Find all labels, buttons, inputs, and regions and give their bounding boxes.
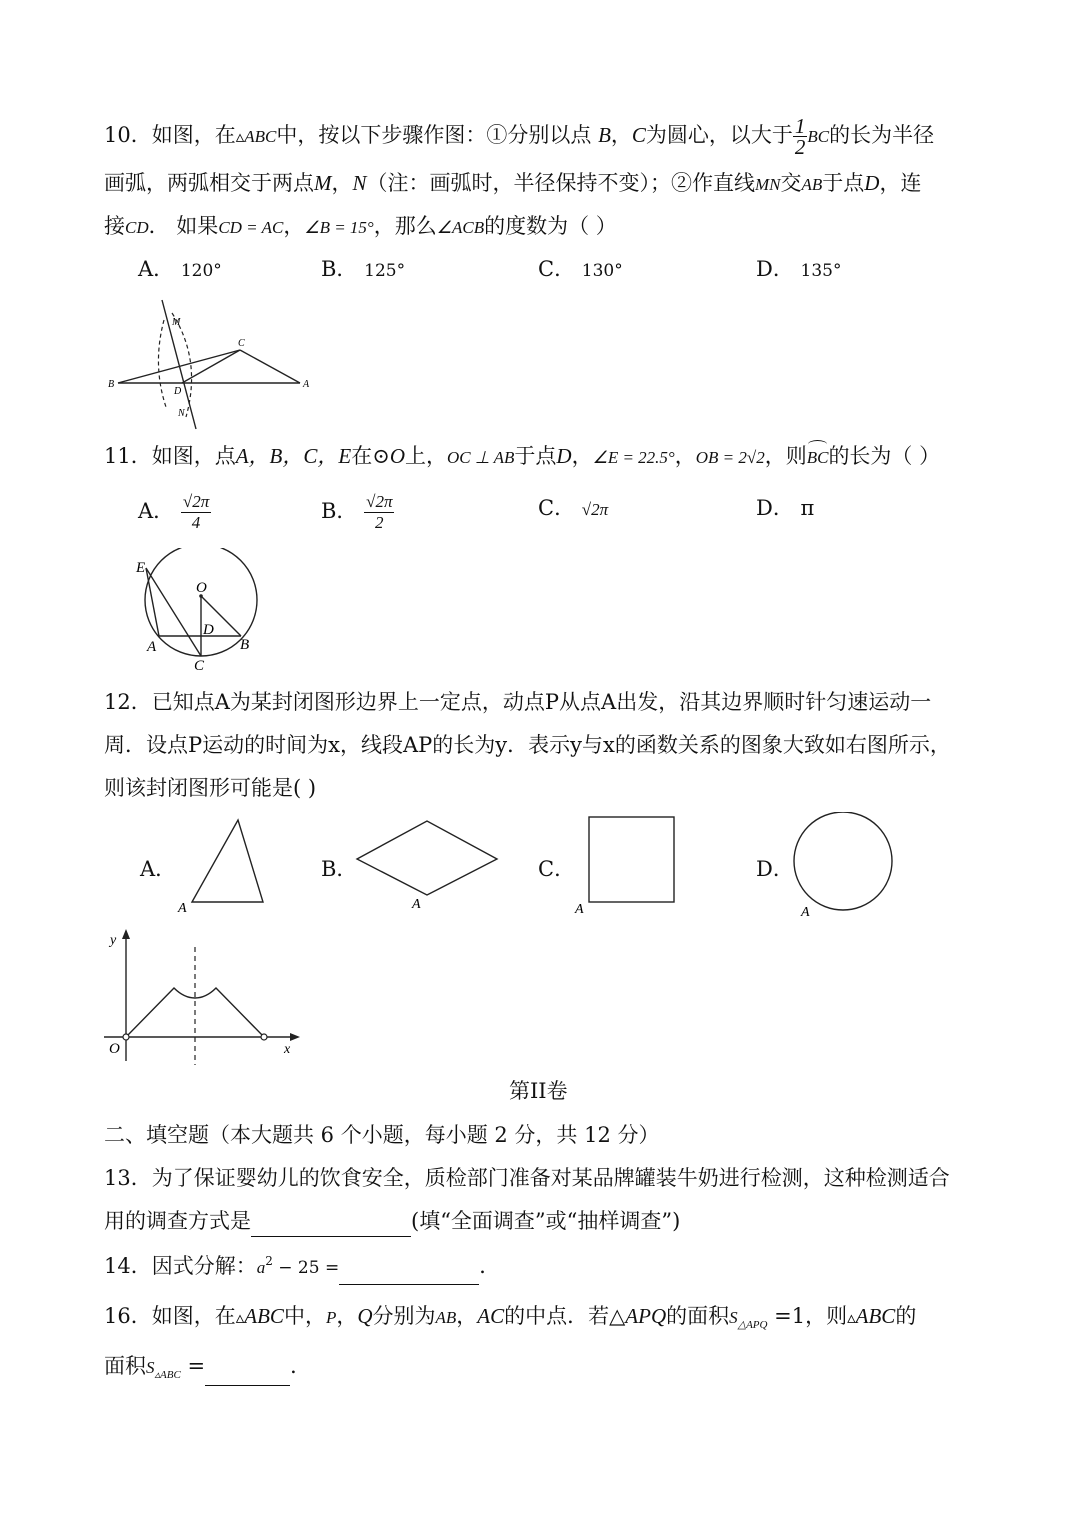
- q12-option-d[interactable]: D．: [756, 857, 794, 881]
- q11-option-d[interactable]: D． π: [756, 496, 815, 520]
- shape-circle: [790, 812, 900, 922]
- q12-function-graph: [100, 925, 310, 1065]
- label-c: C: [238, 338, 245, 349]
- q10-option-d[interactable]: D． 135°: [756, 257, 842, 281]
- q11-option-b[interactable]: B． $\frac{√2\pi}{2}$: [321, 492, 393, 532]
- label-a: A: [303, 379, 310, 390]
- label-y: y: [110, 933, 117, 948]
- arc-left: [158, 320, 166, 407]
- q16-line1: 16．如图，在▵ABC中，P，Q分别为AB，AC的中点．若△APQ的面积$S_{\triangle APQ} =1$，则▵ABC的: [104, 1304, 917, 1331]
- x-axis-arrow: [290, 1033, 300, 1041]
- q12-option-a[interactable]: A．: [140, 857, 177, 881]
- label-x: x: [284, 1042, 291, 1057]
- label-m: M: [172, 317, 181, 328]
- q12-line2: 周．设点P运动的时间为x，线段AP的长为y．表示y与x的函数关系的图象大致如右图所示，: [104, 733, 951, 757]
- label-a: A: [147, 639, 157, 655]
- q12-line1: 12．已知点A为某封闭图形边界上一定点，动点P从点A出发，沿其边界顺时针匀速运动一: [104, 690, 932, 714]
- q11-option-c[interactable]: C． √2π: [538, 496, 609, 520]
- q14-line: 14．因式分解：$a^2 - 25$ = ．: [104, 1250, 500, 1285]
- q10-line3: 接CD． 如果CD = AC，∠B = 15°，那么∠ACB的度数为（ ）: [104, 214, 617, 238]
- q10-option-a[interactable]: A． 120°: [138, 257, 222, 281]
- label-n: N: [178, 408, 185, 419]
- end-point: [261, 1034, 267, 1040]
- label-d: D: [174, 386, 182, 397]
- q10-option-c[interactable]: C． 130°: [538, 257, 623, 281]
- q11-line1: 11．如图，点A，B，C，E在⊙O上，OC ⊥ AB于点D，∠E = 22.5°，OB = 2√2，则BC的长为（ ）: [104, 440, 940, 474]
- section-title: 第II卷: [509, 1079, 568, 1103]
- segment-bc: [118, 350, 240, 383]
- section-heading: 二、填空题（本大题共 6 个小题，每小题 2 分，共 12 分）: [104, 1123, 660, 1147]
- label-o: O: [196, 580, 207, 596]
- shape-square: [570, 810, 690, 920]
- q12-option-c[interactable]: C．: [538, 857, 576, 881]
- svg-text:A: A: [178, 901, 187, 915]
- segment-ca: [240, 350, 300, 383]
- q12-option-b[interactable]: B．: [321, 857, 358, 881]
- label-d: D: [203, 622, 214, 638]
- svg-text:A: A: [412, 897, 421, 912]
- label-c: C: [194, 658, 205, 674]
- shape-triangle: [172, 815, 272, 915]
- label-b: B: [240, 637, 250, 653]
- q13-line1: 13．为了保证婴幼儿的饮食安全，质检部门准备对某品牌罐装牛奶进行检测，这种检测适合: [104, 1166, 950, 1190]
- svg-text:A: A: [575, 902, 584, 917]
- q10-line2: 画弧，两弧相交于两点M，N（注：画弧时，半径保持不变）；②作直线MN交AB于点D，连: [104, 171, 922, 195]
- q10-figure: [100, 295, 330, 435]
- start-point: [123, 1034, 129, 1040]
- shape-rhombus: [350, 815, 510, 915]
- answer-blank-14[interactable]: [339, 1262, 479, 1285]
- q12-line3: 则该封闭图形可能是( ): [104, 776, 317, 800]
- label-e: E: [136, 560, 146, 576]
- q16-line2-visible: 面积$S_{▵ABC}$ = ．: [104, 1350, 311, 1386]
- q13-line2: 用的调查方式是 (填“全面调查”或“抽样调查”): [104, 1205, 680, 1237]
- y-axis-arrow: [122, 929, 130, 939]
- half-fraction: $\frac{1}{2}$: [794, 114, 806, 159]
- q10-line1: 10．如图，在▵ABC中，按以下步骤作图：①分别以点 B，C为圆心，以大于 $\frac{1}{2}$ BC的长为半径: [104, 114, 935, 159]
- q11-option-a[interactable]: A． $\frac{√2\pi}{4}$: [138, 492, 210, 532]
- answer-blank-16[interactable]: [205, 1363, 290, 1386]
- svg-text:A: A: [801, 905, 810, 920]
- q11-figure: [130, 548, 270, 678]
- arc-bc: BC: [807, 442, 829, 474]
- answer-blank-13[interactable]: [251, 1214, 411, 1237]
- q10-option-b[interactable]: B． 125°: [321, 257, 406, 281]
- label-origin: O: [109, 1041, 120, 1057]
- label-b: B: [108, 379, 115, 390]
